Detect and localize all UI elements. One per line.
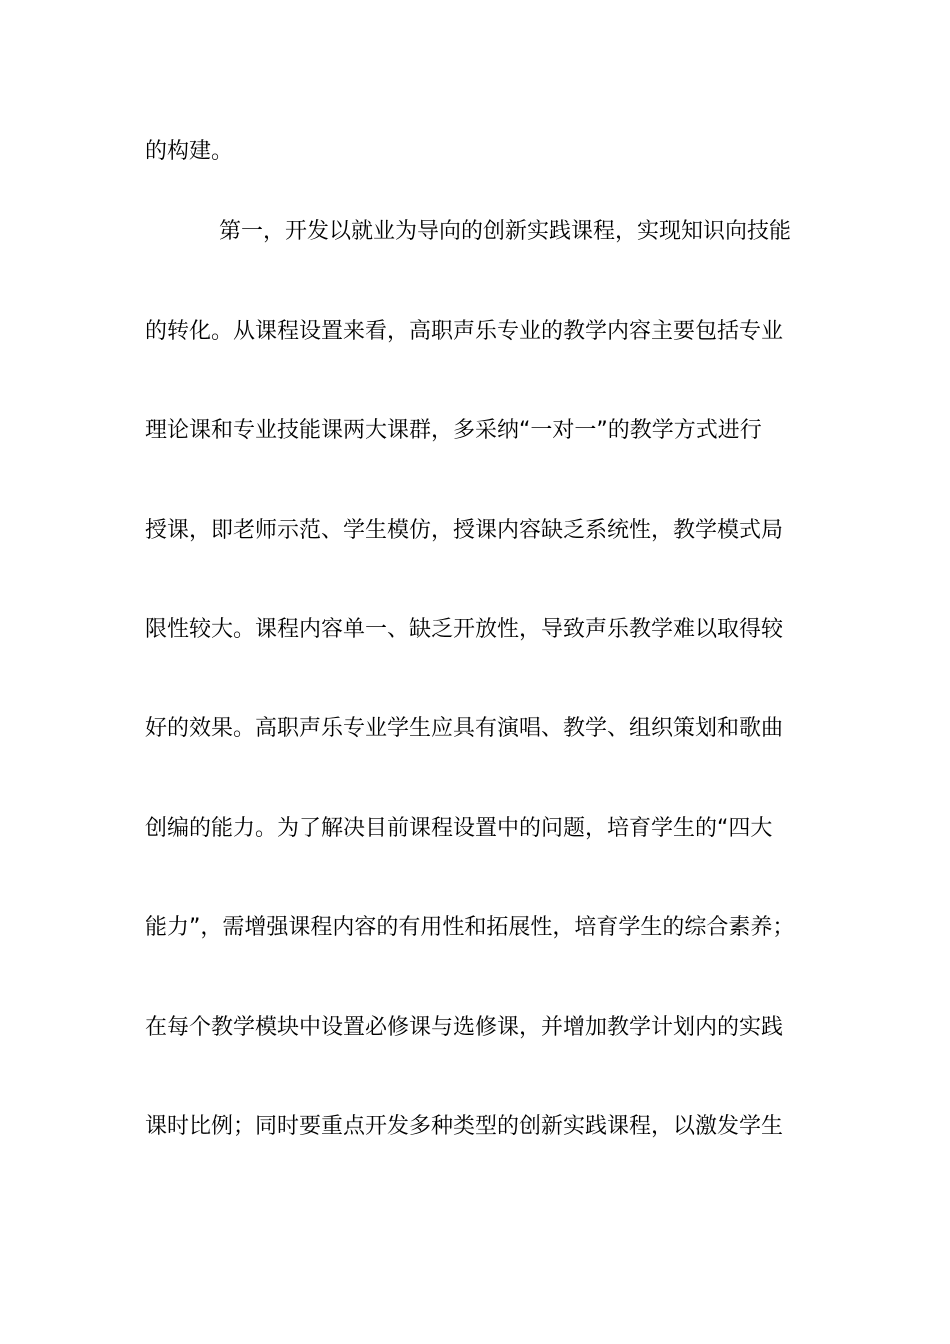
text-line: 好的效果。高职声乐专业学生应具有演唱、教学、组织策划和歌曲 xyxy=(145,716,784,741)
text-line: 创编的能力。为了解决目前课程设置中的问题，培育学生的“四大 xyxy=(145,816,773,841)
text-line: 的转化。从课程设置来看，高职声乐专业的教学内容主要包括专业 xyxy=(145,319,784,344)
paragraph-first-line: 第一，开发以就业为导向的创新实践课程，实现知识向技能 xyxy=(219,219,792,244)
text-line: 课时比例；同时要重点开发多种类型的创新实践课程，以激发学生 xyxy=(145,1114,784,1139)
text-line: 理论课和专业技能课两大课群，多采纳“一对一”的教学方式进行 xyxy=(145,418,762,443)
text-line: 授课，即老师示范、学生模仿，授课内容缺乏系统性，教学模式局 xyxy=(145,518,784,543)
text-line: 的构建。 xyxy=(145,139,234,164)
text-line: 限性较大。课程内容单一、缺乏开放性，导致声乐教学难以取得较 xyxy=(145,617,784,642)
text-line: 在每个教学模块中设置必修课与选修课，并增加教学计划内的实践 xyxy=(145,1015,784,1040)
text-line: 能力”，需增强课程内容的有用性和拓展性，培育学生的综合素养； xyxy=(145,915,795,940)
